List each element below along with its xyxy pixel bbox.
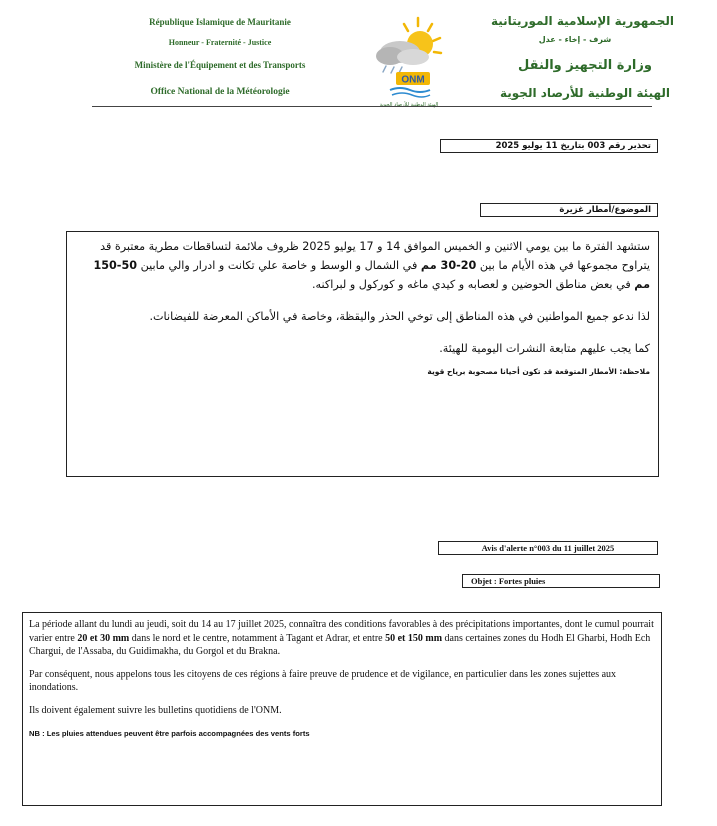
fr-note: NB : Les pluies attendues peuvent être parfois accompagnées des vents forts: [29, 728, 310, 738]
weather-logo-icon: [368, 12, 450, 110]
fr-subject-box: Objet : Fortes pluies: [462, 574, 660, 588]
logo-caption: الهيئة الوطنية للأرصاد الجوية: [379, 102, 439, 108]
header-ar-country: الجمهورية الإسلامية الموريتانية: [490, 14, 675, 28]
ar-paragraph-3: كما يجب عليهم متابعة النشرات اليومية للهيئة.: [439, 342, 650, 355]
onm-logo: [368, 12, 450, 110]
fr-alert-box: [22, 612, 662, 806]
header-fr-ministry: Ministère de l'Équipement et des Transports: [134, 60, 306, 70]
header-fr-country: République Islamique de Mauritanie: [149, 17, 291, 27]
ar-subject-box: الموضوع/أمطار غزيرة: [480, 203, 658, 217]
ar-paragraph-2: لذا ندعو جميع المواطنين في هذه المناطق إلى توخي الحذر واليقظة، وخاصة في الأماكن المعرضة للفيضانات.: [149, 310, 650, 323]
ar-paragraph-1: ستشهد الفترة ما بين يومي الاثنين و الخميس الموافق 14 و 17 يوليو 2025 ظروف ملائمة لتساقطات مطرية معتبرة قد يتراوح مجموعها في هذه الأيام ما بين 20-30 مم في الشمال و الوسط و خاصة علي تكانت و ادرار والي مابين 50-150 مم في بعض مناطق الحوضين و لعصابه و كيدي ماغه و كوركول و لبراكنه.: [93, 240, 650, 291]
ar-alert-box: [66, 231, 659, 477]
header-ar-office: الهيئة الوطنية للأرصاد الجوية: [499, 86, 671, 100]
header-divider: [92, 106, 652, 107]
header-fr-motto: Honneur - Fraternité - Justice: [168, 38, 272, 47]
fr-paragraph-2: Par conséquent, nous appelons tous les citoyens de ces régions à faire preuve de prudence et de vigilance, en particulier dans les zones sujettes aux inondations.: [29, 668, 617, 694]
header-fr-office: Office National de la Météorologie: [150, 87, 290, 97]
header-ar-motto: شرف - إخاء - عدل: [538, 35, 612, 44]
header-ar-ministry: وزارة التجهيز والنقل: [518, 58, 652, 73]
fr-reference-box: Avis d'alerte n°003 du 11 juillet 2025: [438, 541, 658, 555]
ar-reference-box: تحذير رقم 003 بتاريخ 11 يوليو 2025: [440, 139, 658, 153]
fr-paragraph-3: Ils doivent également suivre les bulletins quotidiens de l'ONM.: [29, 704, 282, 716]
logo-text: ONM: [401, 74, 425, 86]
ar-note: ملاحظة: الأمطار المتوقعة قد تكون أحيانا مصحوبة برياح قوية: [427, 367, 650, 376]
fr-paragraph-1: La période allant du lundi au jeudi, soit du 14 au 17 juillet 2025, connaîtra des conditions favorables à des précipitations importantes, dont le cumul pourrait varier entre 20 et 30 mm dans le nord et le centre, notamment à Tagant et Adrar, et entre 50 et 150 mm dans certaines zones du Hodh El Gharbi, Hodh Ech Chargui, de l'Assaba, du Guidimakha, du Gorgol et du Brakna.: [29, 619, 654, 658]
